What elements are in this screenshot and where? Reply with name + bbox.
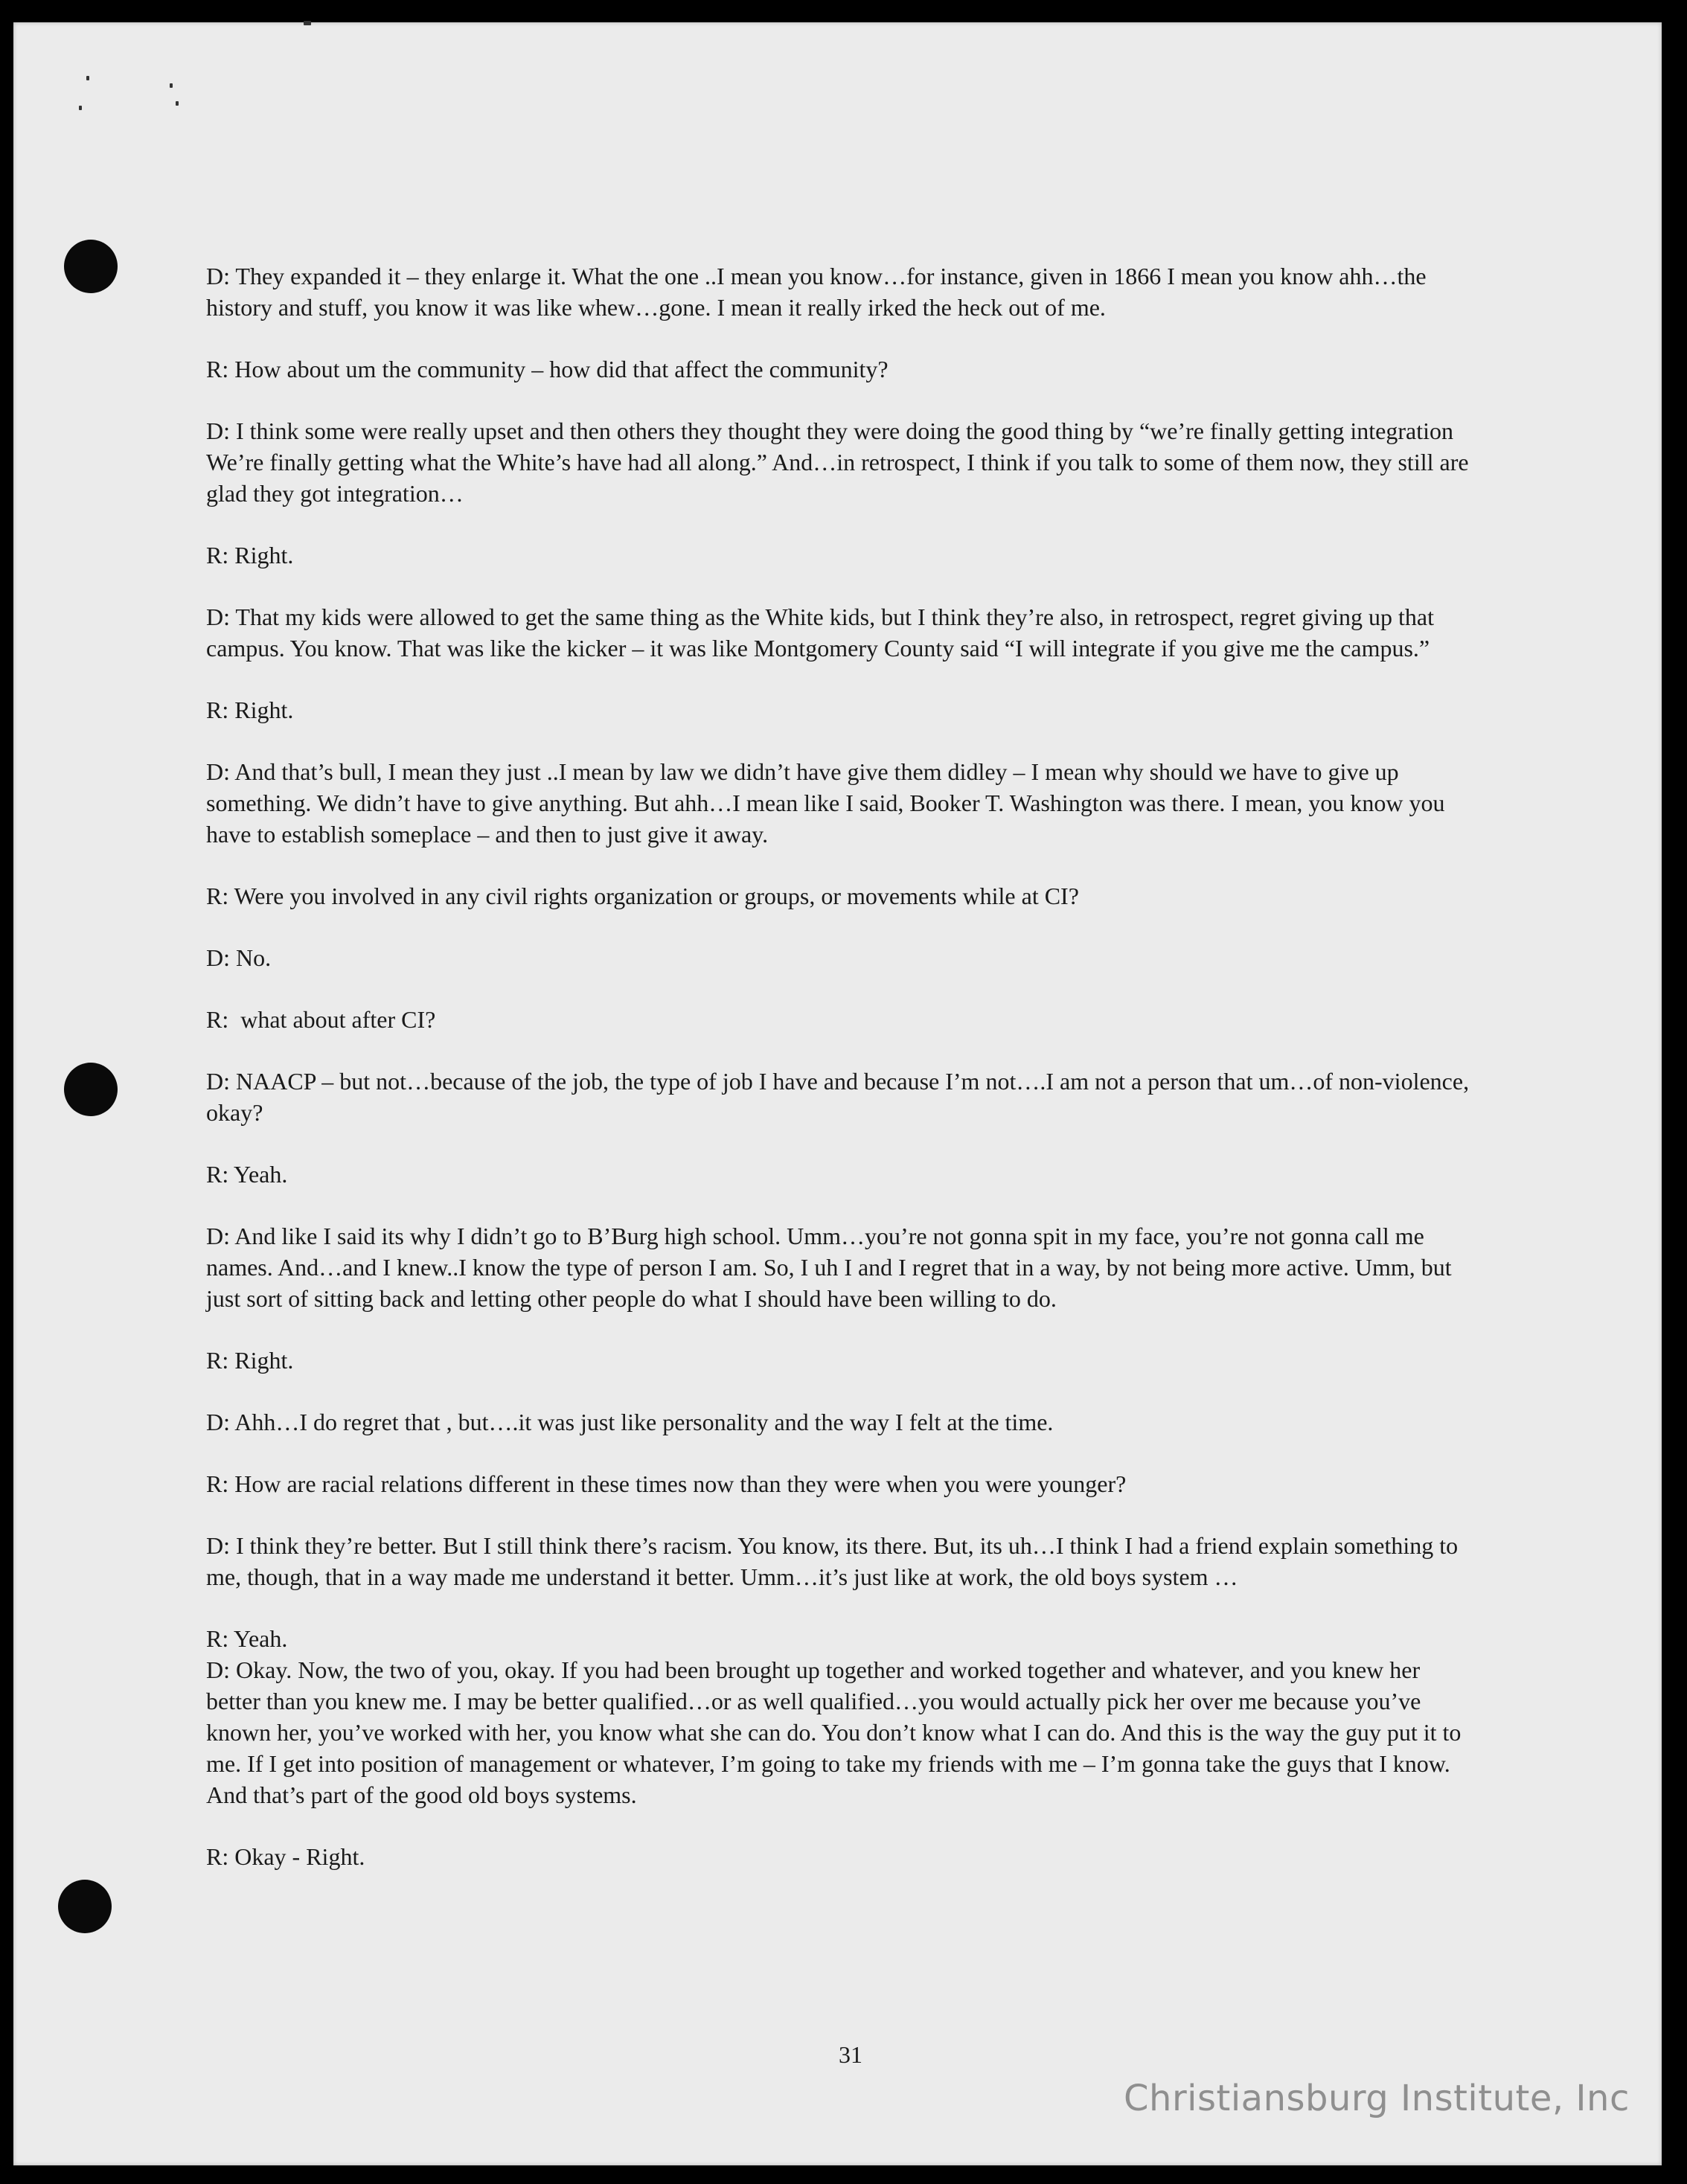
- transcript-body: [206, 260, 1476, 1903]
- transcript-paragraph: D: That my kids were allowed to get the same thing as the White kids, but I think they’re also, in retrospect, regret giving up that campus. You know. That was like the kicker – it was like Montgomery County said “I will integrate if you give me the campus.”: [206, 603, 1440, 662]
- page-number: 31: [839, 2041, 862, 2068]
- transcript-paragraph: R: Were you involved in any civil rights organization or groups, or movements while at CI?: [206, 883, 1079, 909]
- transcript-paragraph: D: And like I said its why I didn’t go to B’Burg high school. Umm…you’re not gonna spit in my face, you’re not gonna call me names. And…and I knew..I know the type of person I am. So, I uh I and I regret that in a way, by not being more active. Umm, but just sort of sitting back and letting other people do what I should have been willing to do.: [206, 1223, 1458, 1312]
- paper-speck: [176, 101, 179, 106]
- transcript-paragraph: D: Okay. Now, the two of you, okay. If you had been brought up together and worked together and whatever, and you knew her better than you knew me. I may be better qualified…or as well qualified…you would actually pick her over me because you’ve known her, you’ve worked with her, you know what she can do. You don’t know what I can do. And this is the way the guy put it to me. If I get into position of management or whatever, I’m going to take my friends with me – I’m gonna take the guys that I know. And that’s part of the good old boys systems.: [206, 1656, 1467, 1808]
- watermark: Christiansburg Institute, Inc: [1124, 2078, 1630, 2119]
- transcript-paragraph: D: Ahh…I do regret that , but….it was just like personality and the way I felt at the time.: [206, 1409, 1054, 1435]
- transcript-paragraph: R: Yeah.: [206, 1161, 288, 1188]
- transcript-paragraph: R: Right.: [206, 1347, 294, 1374]
- punch-hole-top: [64, 240, 118, 293]
- transcript-paragraph: R: what about after CI?: [206, 1006, 436, 1033]
- transcript-paragraph: D: I think they’re better. But I still think there’s racism. You know, its there. But, its uh…I think I had a friend explain something to me, though, that in a way made me understand it better. Umm…it’s just like at work, the old boys system …: [206, 1532, 1464, 1590]
- transcript-paragraph: R: Right.: [206, 696, 294, 723]
- transcript-paragraph: R: How about um the community – how did that affect the community?: [206, 356, 889, 382]
- transcript-paragraph: R: Right.: [206, 542, 294, 569]
- paper-speck: [170, 83, 173, 88]
- transcript-paragraph: D: I think some were really upset and then others they thought they were doing the good thing by “we’re finally getting integration We’re finally getting what the White’s have had all along.” And…in retrospect, I think if you talk to some of them now, they still are glad they got integration…: [206, 417, 1475, 507]
- punch-hole-middle: [64, 1063, 118, 1116]
- paper-speck: [86, 76, 89, 80]
- transcript-paragraph: D: NAACP – but not…because of the job, the type of job I have and because I’m not….I am not a person that um…of non-violence, okay?: [206, 1068, 1476, 1126]
- punch-hole-bottom: [58, 1880, 112, 1933]
- transcript-paragraph: R: Yeah.: [206, 1625, 288, 1652]
- paper-speck: [304, 21, 311, 25]
- transcript-paragraph: D: No.: [206, 944, 272, 971]
- transcript-page: [13, 22, 1662, 2165]
- transcript-paragraph: R: How are racial relations different in these times now than they were when you were younger?: [206, 1470, 1127, 1497]
- transcript-paragraph: D: And that’s bull, I mean they just ..I mean by law we didn’t have give them didley – I mean why should we have to give up something. We didn’t have to give anything. But ahh…I mean like I said, Booker T. Washington was there. I mean, you know you have to establish someplace – and then to just give it away.: [206, 758, 1451, 848]
- transcript-paragraph: R: Okay - Right.: [206, 1843, 365, 1870]
- transcript-paragraph: D: They expanded it – they enlarge it. What the one ..I mean you know…for instance, given in 1866 I mean you know ahh…the history and stuff, you know it was like whew…gone. I mean it really irked the heck out of me.: [206, 263, 1432, 321]
- paper-speck: [79, 106, 82, 110]
